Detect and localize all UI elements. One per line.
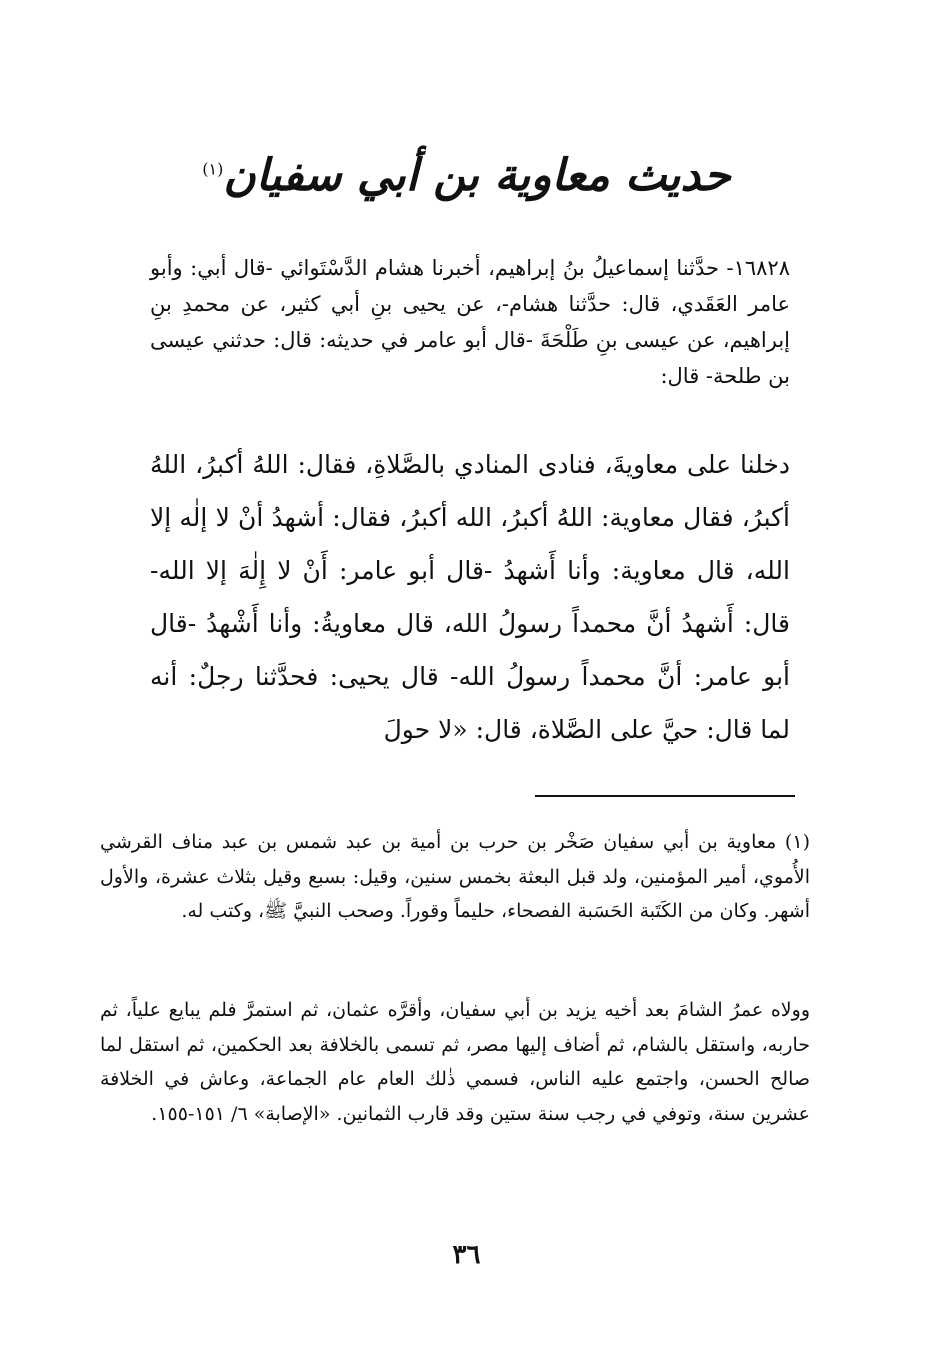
chapter-heading [0, 150, 933, 201]
hadith-matn: دخلنا على معاويةَ، فنادى المنادي بالصَّلاةِ، فقال: اللهُ أكبرُ، اللهُ أكبرُ، فقال معاوية: اللهُ أكبرُ، الله أكبرُ، فقال: أشهدُ أنْ لا إلٰه إلا الله، قال معاوية: وأنا أَشهدُ -قال أبو عامر: أَنْ لا إِلٰهَ إلا الله- قال: أَشهدُ أنَّ محمداً رسولُ الله، قال معاويةُ: وأنا أَشْهدُ -قال أبو عامر: أنَّ محمداً رسولُ الله- قال يحيى: فحدَّثنا رجلٌ: أنه لما قال: حيَّ على الصَّلاة، قال: «لا حولَ [150, 450, 790, 744]
footnote-separator [535, 795, 795, 797]
hadith-isnad: ١٦٨٢٨- حدَّثنا إسماعيلُ بنُ إبراهيم، أخبرنا هشام الدَّسْتَوائي -قال أبي: وأبو عامر العَقَدي، قال: حدَّثنا هشام-، عن يحيى بنِ أبي كثير، عن محمدِ بنِ إبراهيم، عن عيسى بنِ طَلْحَةَ -قال أبو عامر في حديثه: قال: حدثني عيسى بن طلحة- قال: [150, 256, 790, 388]
footnote-marker: (١) [202, 159, 224, 179]
page-number: ٣٦ [452, 1240, 481, 1270]
chapter-title [202, 150, 730, 201]
footnote-paragraph: وولاه عمرُ الشامَ بعد أخيه يزيد بن أبي سفيان، وأقرَّه عثمان، ثم استمرَّ فلم يبايع علياً، ثم حاربه، واستقل بالشام، ثم أضاف إليها مصر، ثم تسمى بالخلافة بعد الحكمين، ثم استقل لما صالح الحسن، واجتمع عليه الناس، فسمي ذٰلك العام عام الجماعة، وعاش في الخلافة عشرين سنة، وتوفي في رجب سنة ستين وقد قارب الثمانين. «الإصابة» ٦/ ١٥١-١٥٥. [100, 999, 810, 1125]
chapter-title-text: حديث معاوية بن أبي سفيان [223, 150, 731, 201]
footnote-paragraph: (١) معاوية بن أبي سفيان صَخْر بن حرب بن أمية بن عبد شمس بن عبد مناف القرشي الأُموي، أمير المؤمنين، ولد قبل البعثة بخمس سنين، وقيل: بسبع وقيل بثلاث عشرة، والأول أشهر. وكان من الكَتَبة الحَسَبة الفصحاء، حليماً وقوراً. وصحب النبيَّ ﷺ، وكتب له. [100, 831, 810, 922]
